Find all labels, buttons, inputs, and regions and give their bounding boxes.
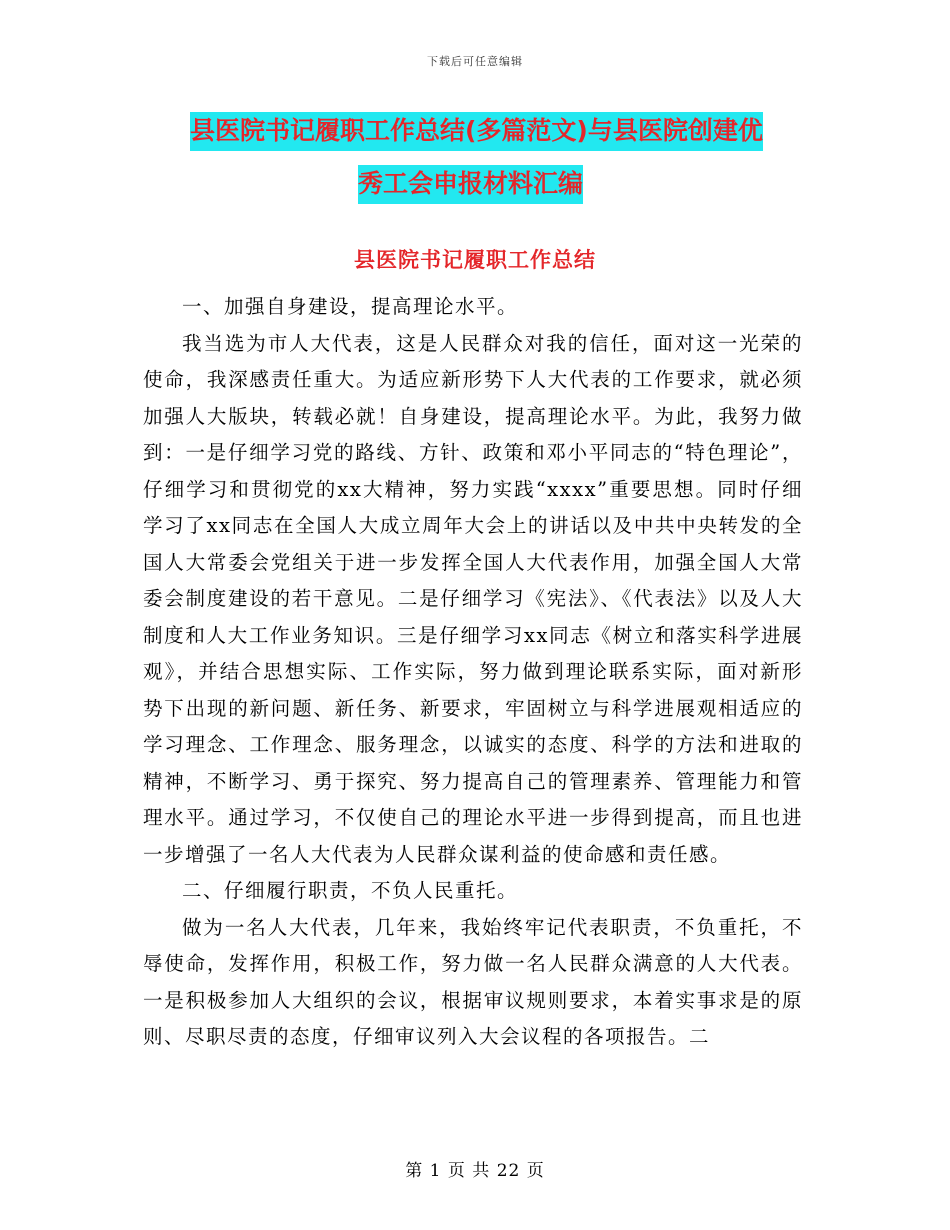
document-title xyxy=(190,104,810,210)
paragraph: 我当选为市人大代表，这是人民群众对我的信任，面对这一光荣的使命，我深感责任重大。为适应新形势下人大代表的工作要求，就必须加强人大版块，转载必就！自身建设，提高理论水平。为此，我努力做到：一是仔细学习党的路线、方针、政策和邓小平同志的“特色理论”，仔细学习和贯彻党的xx大精神，努力实践“xxxx”重要思想。同时仔细学习了xx同志在全国人大成立周年大会上的讲话以及中共中央转发的全国人大常委会党组关于进一步发挥全国人大代表作用，加强全国人大常委会制度建设的若干意见。二是仔细学习《宪法》、《代表法》以及人大制度和人大工作业务知识。三是仔细学习xx同志《树立和落实科学进展观》，并结合思想实际、工作实际，努力做到理论联系实际，面对新形势下出现的新问题、新任务、新要求，牢固树立与科学进展观相适应的学习理念、工作理念、服务理念，以诚实的态度、科学的方法和进取的精神，不断学习、勇于探究、努力提高自己的管理素养、管理能力和管理水平。通过学习，不仅使自己的理论水平进一步得到提高，而且也进一步增强了一名人大代表为人民群众谋利益的使命感和责任感。 xyxy=(143,331,803,866)
body-text xyxy=(143,289,803,1056)
page-footer: 第 1 页 共 22 页 xyxy=(405,1161,545,1181)
paragraph: 二、仔细履行职责，不负人民重托。 xyxy=(182,879,519,902)
paragraph: 做为一名人大代表，几年来，我始终牢记代表职责，不负重托，不辱使命，发挥作用，积极工作，努力做一名人民群众满意的人大代表。一是积极参加人大组织的会议，根据审议规则要求，本着实事求是的原则、尽职尽责的态度，仔细审议列入大会议程的各项报告。二 xyxy=(143,915,803,1048)
title-line-2: 秀工会申报材料汇编 xyxy=(358,165,583,204)
paragraph: 一、加强自身建设，提高理论水平。 xyxy=(182,295,519,318)
section-title: 县医院书记履职工作总结 xyxy=(354,248,596,272)
header-note: 下载后可任意编辑 xyxy=(427,55,523,68)
title-line-1: 县医院书记履职工作总结(多篇范文)与县医院创建优 xyxy=(190,112,763,151)
